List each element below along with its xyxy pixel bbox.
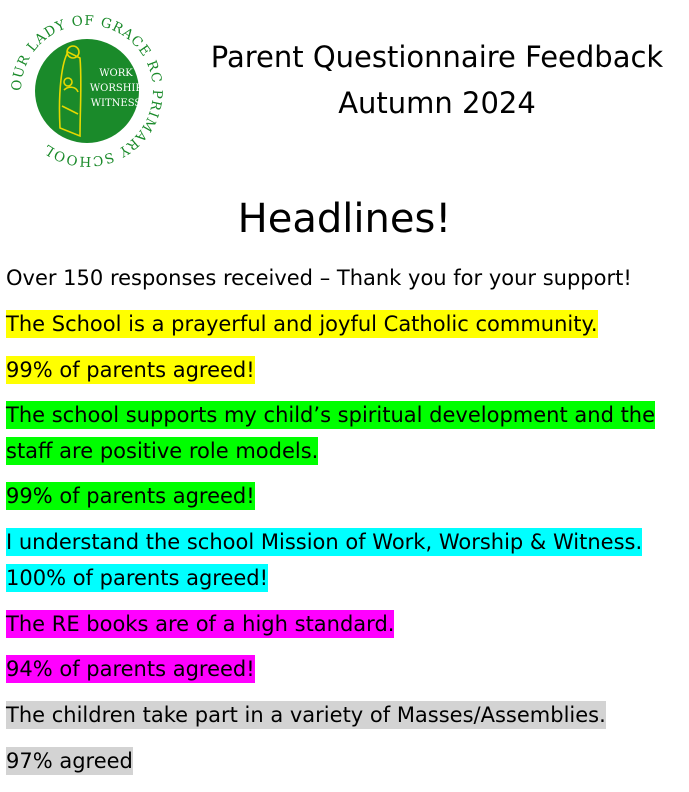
result-4-text: 94% of parents agreed! bbox=[6, 657, 255, 681]
statement-2-text: The school supports my child’s spiritual development and the staff are positive role models. bbox=[6, 403, 656, 463]
statement-1 bbox=[6, 306, 686, 342]
result-1-text: 99% of parents agreed! bbox=[6, 358, 255, 382]
result-5-text: 97% agreed bbox=[6, 749, 133, 773]
result-3-text: 100% of parents agreed! bbox=[6, 566, 269, 590]
title-line-1: Parent Questionnaire Feedback bbox=[210, 40, 664, 74]
logo-motto-work: WORK bbox=[99, 68, 133, 79]
logo-ring-text: OUR LADY OF GRACE RC PRIMARY SCHOOL bbox=[8, 12, 166, 170]
logo-motto-witness: WITNESS bbox=[90, 98, 142, 109]
result-4 bbox=[6, 651, 686, 687]
title-line-2: Autumn 2024 bbox=[338, 86, 536, 120]
result-2 bbox=[6, 478, 686, 514]
page-title bbox=[190, 34, 684, 126]
statement-3-text: I understand the school Mission of Work, Worship & Witness. bbox=[6, 530, 643, 554]
statement-2 bbox=[6, 397, 686, 469]
statement-3 bbox=[6, 524, 686, 560]
statement-1-text: The School is a prayerful and joyful Catholic community. bbox=[6, 312, 598, 336]
intro-text: Over 150 responses received – Thank you for your support! bbox=[6, 266, 632, 290]
statement-4-text: The RE books are of a high standard. bbox=[6, 612, 395, 636]
statement-5-text: The children take part in a variety of Masses/Assemblies. bbox=[6, 703, 606, 727]
statement-5 bbox=[6, 697, 686, 733]
statement-4 bbox=[6, 606, 686, 642]
headline-heading: Headlines! bbox=[237, 196, 452, 242]
result-1 bbox=[6, 352, 686, 388]
logo-motto-worship: WORSHIP bbox=[89, 83, 143, 94]
result-3 bbox=[6, 560, 686, 596]
result-5 bbox=[6, 743, 686, 779]
school-logo bbox=[6, 10, 168, 172]
result-2-text: 99% of parents agreed! bbox=[6, 484, 255, 508]
